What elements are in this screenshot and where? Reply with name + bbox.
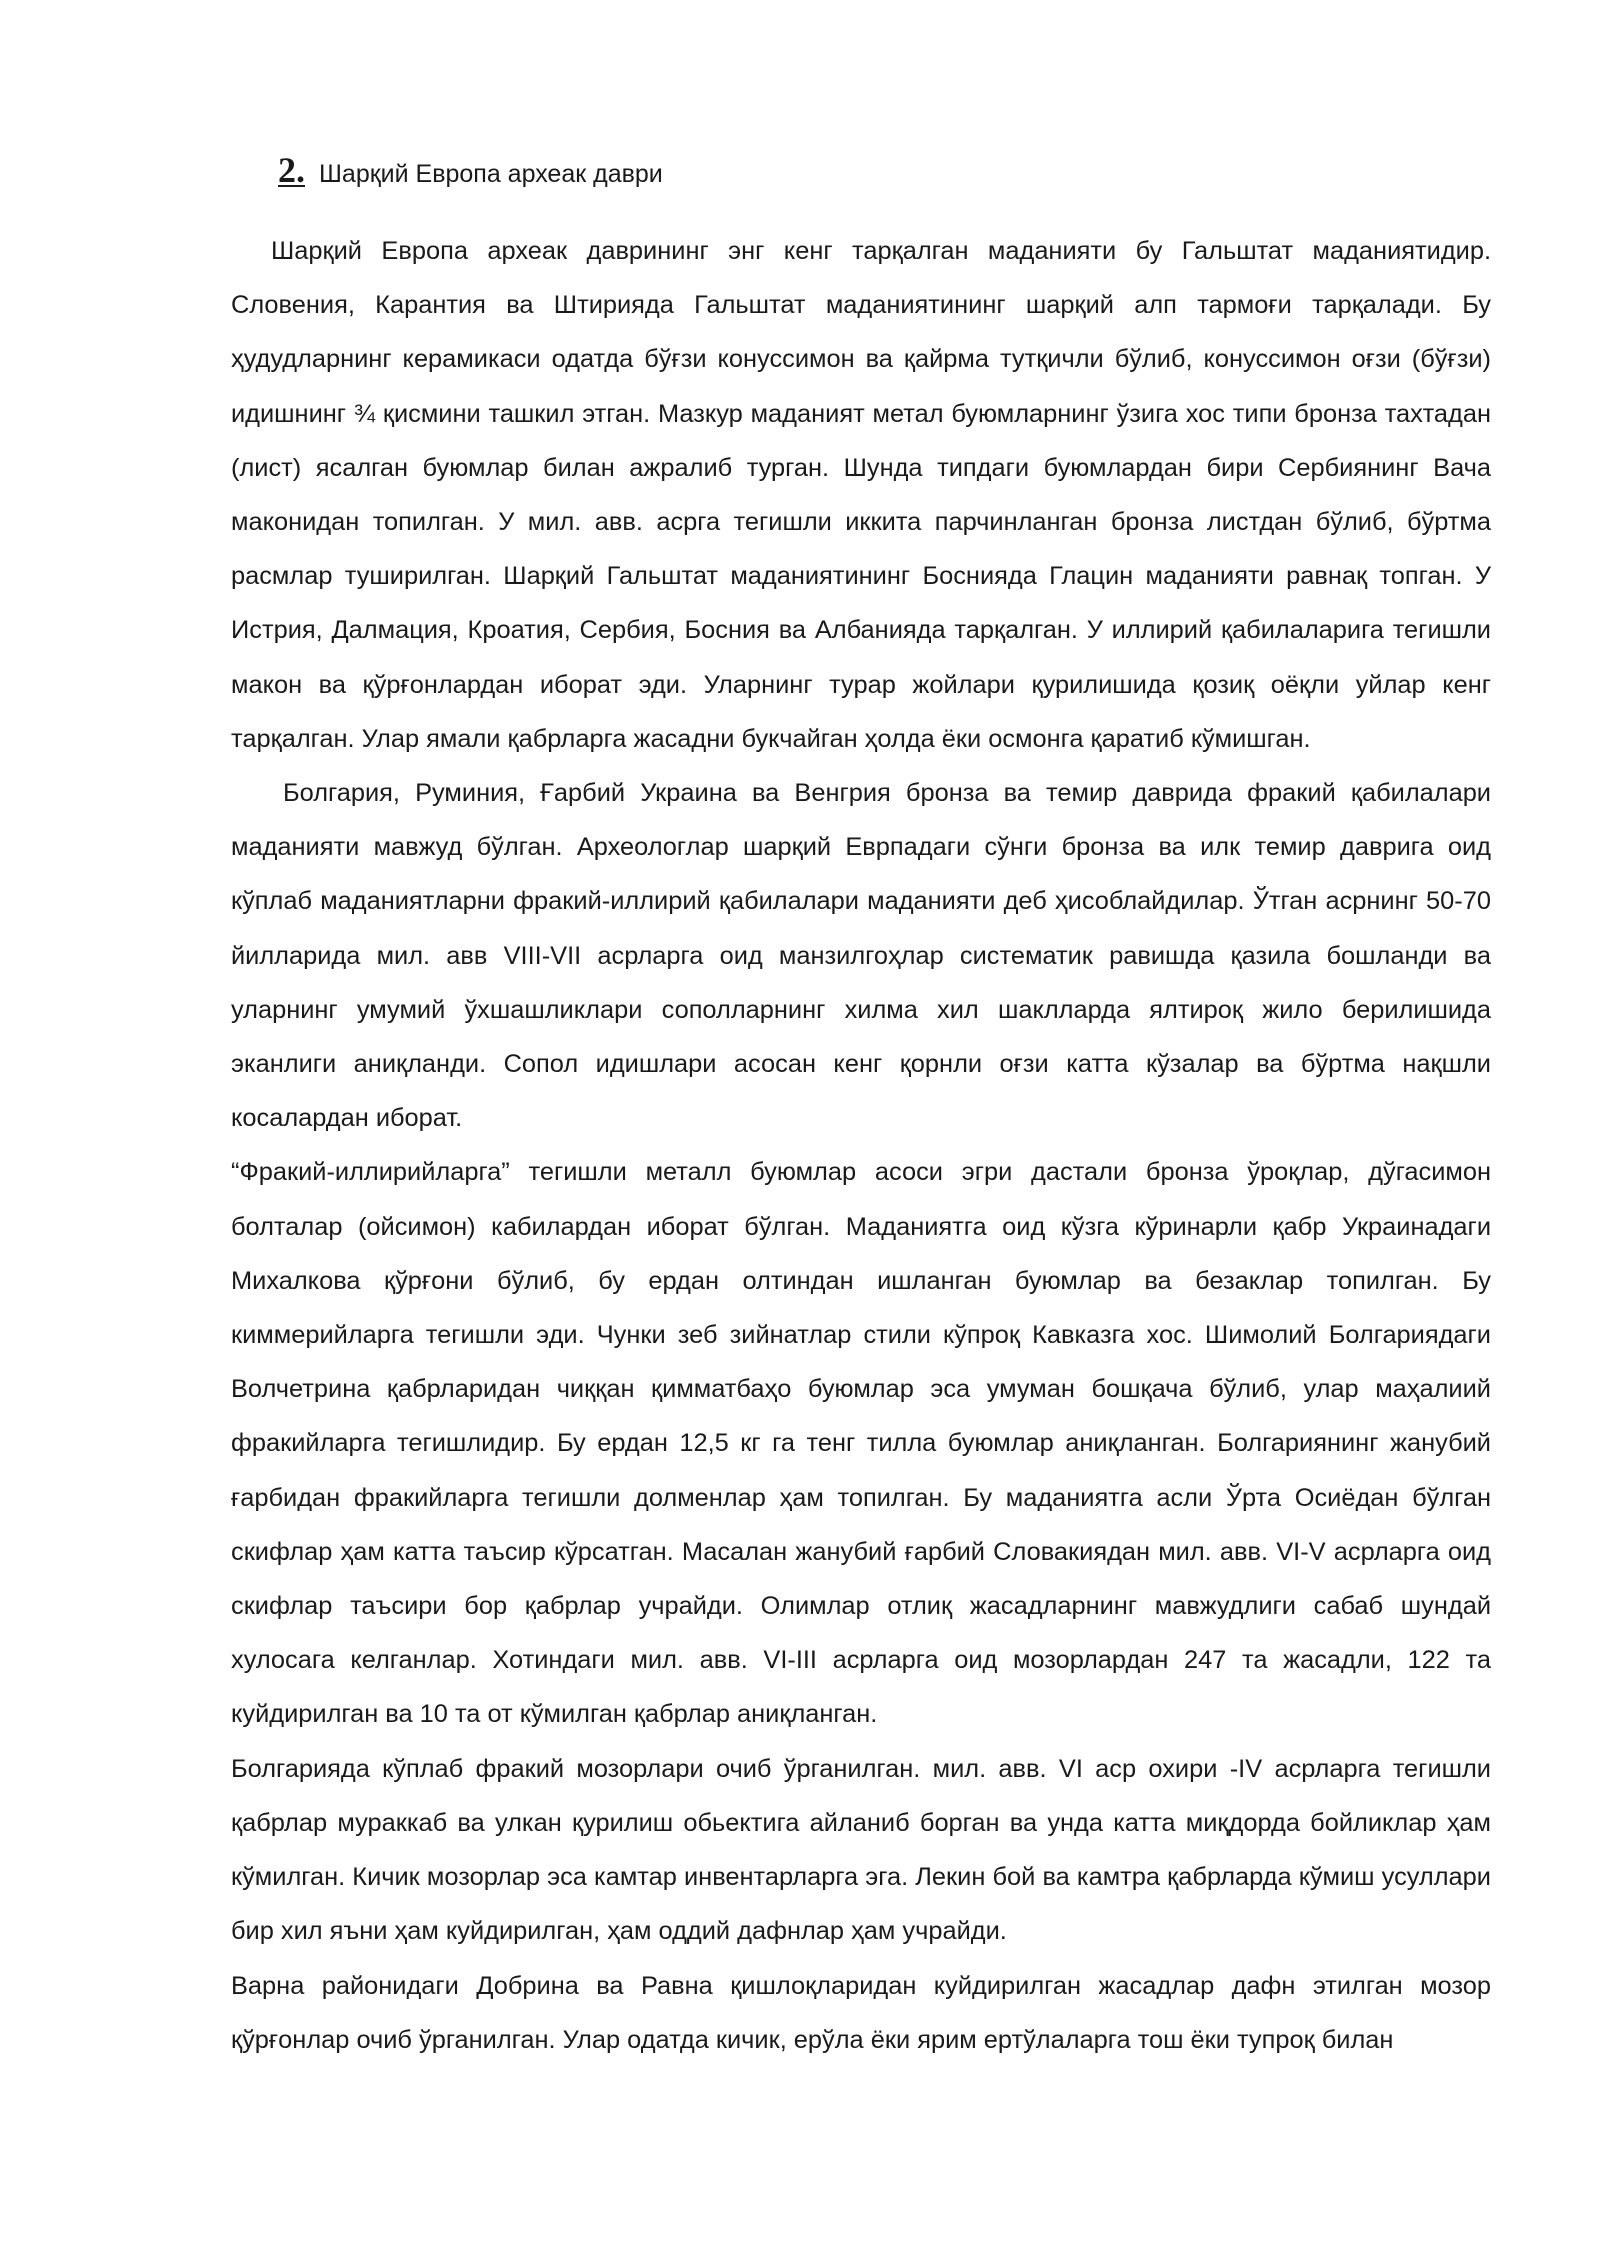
- section-heading: [278, 152, 663, 188]
- paragraph-bulgarian-graves: Болгарияда кўплаб фракий мозорлари очиб ўрганилган. мил. авв. VI аср охири -IV асрларга тегишли қабрлар мураккаб ва улкан қурилиш обьектига айланиб борган ва унда катта миқдорда бойликлар ҳам кўмилган. Кичик мозорлар эса камтар инвентарларга эга. Лекин бой ва камтра қабрларда кўмиш усуллари бир хил яъни ҳам куйдирилган, ҳам оддий дафнлар ҳам учрайди.: [231, 1754, 1491, 1946]
- paragraph-thracian-metal: “Фракий-иллирийларга” тегишли металл буюмлар асоси эгри дастали бронза ўроқлар, дўгасимон болталар (ойсимон) кабилардан иборат бўлган. Маданиятга оид кўзга кўринарли қабр Украинадаги Михалкова қўрғони бўлиб, бу ердан олтиндан ишланган буюмлар ва безаклар топилган. Бу киммерийларга тегишли эди. Чунки зеб зийнатлар стили кўпроқ Кавказга хос. Шимолий Болгариядаги Волчетрина қабрларидан чиққан қимматбаҳо буюмлар эса умуман бошқача бўлиб, улар маҳалиий фракийларга тегишлидир. Бу ердан 12,5 кг га тенг тилла буюмлар аниқланган. Болгариянинг жанубий ғарбидан фракийларга тегишли долменлар ҳам топилган. Бу маданиятга асли Ўрта Осиёдан бўлган скифлар ҳам катта таъсир кўрсатган. Масалан жанубий ғарбий Словакиядан мил. авв. VI-V асрларга оид скифлар таъсири бор қабрлар учрайди. Олимлар отлиқ жасадларнинг мавжудлиги сабаб шундай хулосага келганлар. Хотиндаги мил. авв. VI-III асрларга оид мозорлардан 247 та жасадли, 122 та куйдирилган ва 10 та от кўмилган қабрлар аниқланган.: [231, 1158, 1491, 1729]
- paragraph-varna-mounds: Варна районидаги Добрина ва Равна қишлоқларидан куйдирилган жасадлар дафн этилган мозор қўрғонлар очиб ўрганилган. Улар одатда кичик, ерўла ёки ярим ертўлаларга тош ёки тупроқ билан: [231, 1971, 1491, 2054]
- section-number: 2.: [278, 150, 305, 190]
- section-title: Шарқий Европа археак даври: [319, 160, 663, 188]
- document-body: [231, 224, 1491, 2067]
- paragraph-gallstatt: Шарқий Европа археак даврининг энг кенг тарқалган маданияти бу Гальштат маданиятидир. Словения, Карантия ва Штирияда Гальштат маданиятининг шарқий алп тармоғи тарқалади. Бу ҳудудларнинг керамикаси одатда бўғзи конуссимон ва қайрма тутқичли бўлиб, конуссимон оғзи (бўғзи) идишнинг ¾ қисмини ташкил этган. Мазкур маданият метал буюмларнинг ўзига хос типи бронза тахтадан (лист) ясалган буюмлар билан ажралиб турган. Шунда типдаги буюмлардан бири Сербиянинг Вача маконидан топилган. У мил. авв. асрга тегишли иккита парчинланган бронза листдан бўлиб, бўртма расмлар туширилган. Шарқий Гальштат маданиятининг Боснияда Глацин маданияти равнақ топган. У Истрия, Далмация, Кроатия, Сербия, Босния ва Албанияда тарқалган. У иллирий қабилаларига тегишли макон ва қўрғонлардан иборат эди. Уларнинг турар жойлари қурилишида қозиқ оёқли уйлар кенг тарқалган. Улар ямали қабрларга жасадни букчайган ҳолда ёки осмонга қаратиб кўмишган.: [231, 237, 1491, 753]
- paragraph-thracian-culture: Болгария, Руминия, Ғарбий Украина ва Венгрия бронза ва темир даврида фракий қабилалари маданияти мавжуд бўлган. Археологлар шарқий Еврпадаги сўнги бронза ва илк темир даврига оид кўплаб маданиятларни фракий-иллирий қабилалари маданияти деб ҳисоблайдилар. Ўтган асрнинг 50-70 йилларида мил. авв VIII-VII асрларга оид манзилгоҳлар систематик равишда қазила бошланди ва уларнинг умумий ўхшашликлари сополларнинг хилма хил шаклларда ялтироқ жило берилишида эканлиги аниқланди. Сопол идишлари асосан кенг қорнли оғзи катта кўзалар ва бўртма нақшли косалардан иборат.: [231, 779, 1491, 1133]
